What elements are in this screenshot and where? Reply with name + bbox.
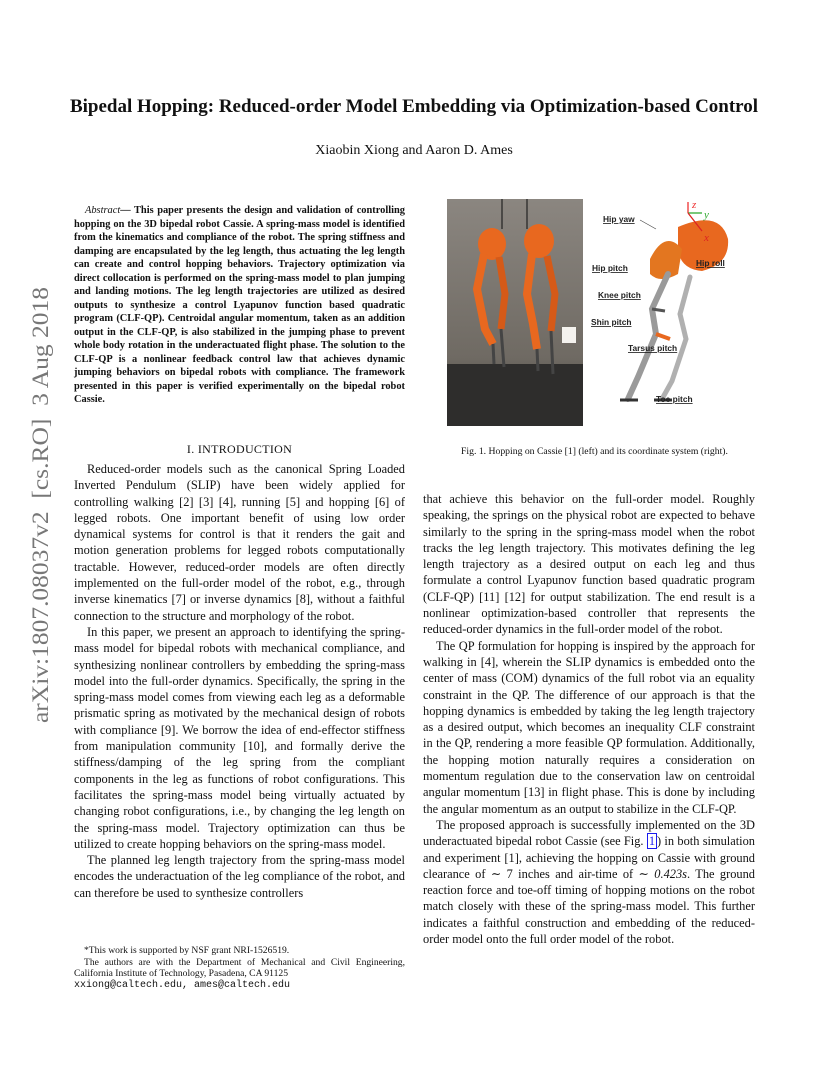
col2-paragraph bbox=[423, 817, 755, 947]
col2-paragraph: that achieve this behavior on the full-order model. Roughly speaking, the springs on the physical robot are expected to behave similarly to the spring in the spring-mass model when the robot tracks the leg length trajectory. This motivates defining the leg length trajectory as a desired output on each leg and thus formulate a control Lyapunov function based quadratic program (CLF-QP) [11] [12] for output stabilization. The end result is a nonlinear optimization-based controller that represents the reduced-order dynamics in the full-order model of the robot. bbox=[423, 492, 755, 637]
abstract-lead: Abstract bbox=[85, 205, 121, 216]
text-span: The proposed approach is successfully implemented on the 3D underactuated bipedal robot Cassie (see Fig. bbox=[423, 817, 755, 849]
label-shin-pitch: Shin pitch bbox=[591, 317, 632, 327]
col2-paragraph: The QP formulation for hopping is inspired by the approach for walking in [4], wherein the SLIP dynamics is embedded onto the center of mass (COM) dynamics of the full robot via an equality constraint in the QP. The difference of our approach is that the hopping dynamics is embedded by taking the leg length trajectory as a desired output, which becomes an inequality CLF constraint in the QP, rendering a more feasible QP formulation. Additionally, the hopping motion naturally requires a consideration on momentum regulation due to the conservation law on centroidal angular momentum [13] in flight phase. This is done by including the angular momentum as an output to stabilize in the CLF-QP. bbox=[423, 638, 755, 816]
math-span: 0.423s bbox=[654, 866, 687, 881]
label-hip-pitch: Hip pitch bbox=[592, 263, 628, 273]
paper-authors: Xiaobin Xiong and Aaron D. Ames bbox=[315, 143, 513, 158]
footnotes bbox=[74, 945, 405, 991]
intro-paragraph: Reduced-order models such as the canonical Spring Loaded Inverted Pendulum (SLIP) have been widely applied for controlling walking [2] [3] [4], running [5] and hopping [6] of legged robots. One important benefit of using low order dynamical systems for control is that it renders the gait and motion generation problems for legged robots computationally tractable. However, reduced-order models are often directly implemented on the full-order model of the robot, e.g., through inverse kinematics [7] or inverse dynamics [8], without a faithful connection to the structure and morphology of the robot. bbox=[74, 462, 405, 623]
label-tarsus-pitch: Tarsus pitch bbox=[628, 343, 678, 353]
label-hip-yaw: Hip yaw bbox=[603, 214, 635, 224]
axis-y-label: y bbox=[704, 209, 709, 221]
label-hip-roll: Hip roll bbox=[696, 258, 725, 268]
hopping-photo bbox=[447, 199, 583, 426]
figure-link[interactable]: 1 bbox=[648, 834, 656, 849]
text-span: . The ground reaction force and toe-off timing of hopping motions on the robot match closely with these of the spring-mass model. This further indicates a faithful construction and embedding of the reduced-order model onto the full order model of the robot. bbox=[423, 866, 755, 947]
label-knee-pitch: Knee pitch bbox=[598, 290, 641, 300]
intro-paragraph: The planned leg length trajectory from the spring-mass model encodes the underactuation of the leg compliance of the robot, and can therefore be used to synthesize controllers bbox=[74, 853, 405, 900]
label-toe-pitch: Toe pitch bbox=[656, 394, 693, 404]
axis-x-label: x bbox=[704, 232, 709, 244]
text-span: ) in both simulation and experiment [1], achieving the hopping on Cassie with ground clearance of ∼ 7 inches and air-time of ∼ bbox=[423, 834, 756, 881]
footnote-support: *This work is supported by NSF grant NRI-1526519. bbox=[84, 945, 290, 956]
footnote-affiliation: The authors are with the Department of Mechanical and Civil Engineering, California Institute of Technology, Pasadena, CA 91125 bbox=[74, 956, 405, 980]
paper-title: Bipedal Hopping: Reduced-order Model Embedding via Optimization-based Control bbox=[69, 96, 759, 117]
abstract-text: — This paper presents the design and validation of controlling hopping on the 3D bipedal robot Cassie. A spring-mass model is identified from the kinematics and compliance of the robot. The spring stiffness and damping are encapsulated by the leg length, thus actuating the leg length can create and control hopping behaviors. Trajectory optimization via direct collocation is performed on the spring-mass model to plan jumping and landing motions. The leg length trajectories are utilized as desired outputs to synthesize a control Lyapunov function based quadratic program (CLF-QP). Centroidal angular momentum, taken as an addition output in the CLF-QP, is also stabilized in the jumping phase to prevent whole body rotation in the underactuated flight phase. The solution to the CLF-QP is a nonlinear feedback control law that achieves dynamic jumping behaviors on bipedal robots with compliance. The framework presented in this paper is verified experimentally on the bipedal robot Cassie. bbox=[74, 205, 405, 405]
abstract bbox=[74, 204, 405, 407]
section-heading: I. INTRODUCTION bbox=[186, 442, 293, 456]
arxiv-sidebar bbox=[10, 285, 66, 725]
arxiv-id: arXiv:1807.08037v2 [cs.RO] 3 Aug 2018 bbox=[28, 329, 53, 723]
left-column bbox=[74, 461, 405, 901]
figure-caption: Fig. 1. Hopping on Cassie [1] (left) and its coordinate system (right). bbox=[461, 446, 728, 457]
coordinate-diagram bbox=[590, 199, 760, 421]
right-column bbox=[423, 491, 755, 947]
intro-paragraph: In this paper, we present an approach to identifying the spring-mass model for bipedal robots with mechanical compliance, and synthesizing nonlinear controllers by embedding the spring-mass model into the full-order dynamics. Specifically, the spring in the spring-mass model comes from viewing each leg as a deformable prismatic spring as motivated by the mechanical design of robots with compliance [9]. We borrow the idea of end-effector stiffness from manipulation community [10], and formally derive the stiffness/damping of the leg spring from the compliant components in the leg as functions of robot configurations. This facilitates the spring-mass model being virtually actuated by changing robot configurations, i.e., by changing the leg length on the spring-mass model. Trajectory optimization can thus be utilized to create hopping behaviors on the spring-mass model. bbox=[74, 624, 405, 851]
axis-z-label: z bbox=[692, 199, 697, 211]
footnote-emails: xxiong@caltech.edu, ames@caltech.edu bbox=[74, 979, 291, 991]
